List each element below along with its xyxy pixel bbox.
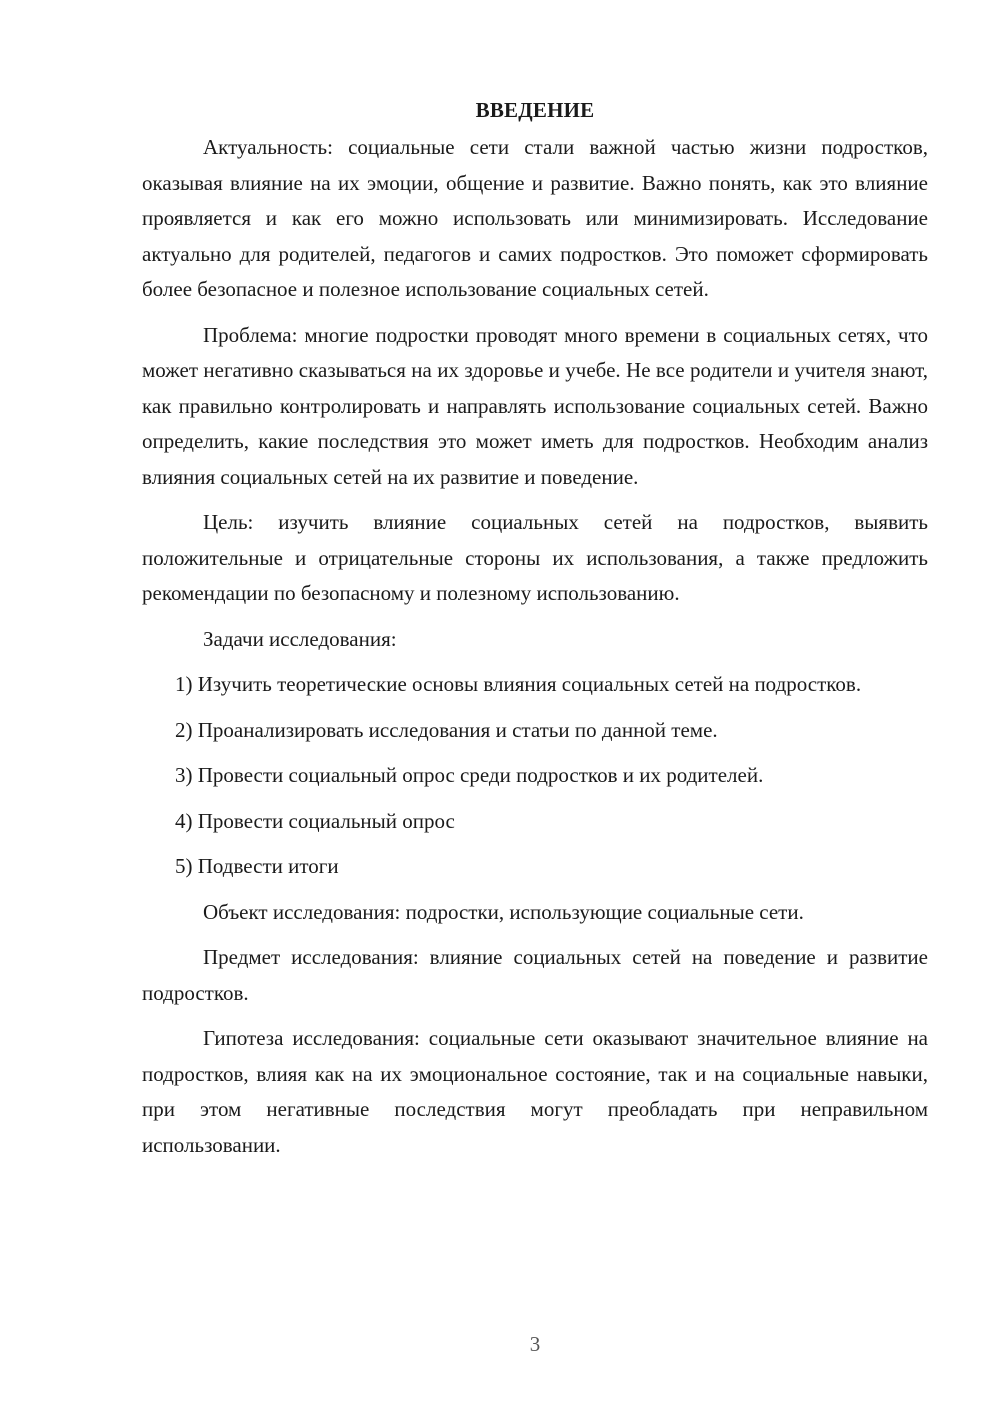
paragraph-relevance: Актуальность: социальные сети стали важной частью жизни подростков, оказывая влияние на их эмоции, общение и развитие. Важно понять, как это влияние проявляется и как его можно использовать или минимизировать. Исследование актуально для родителей, педагогов и самих подростков. Это поможет сформировать более безопасное и полезное использование социальных сетей.	[142, 135, 928, 301]
paragraph-hypothesis: Гипотеза исследования: социальные сети оказывают значительное влияние на подростков, влияя как на их эмоциональное состояние, так и на социальные навыки, при этом негативные последствия могут преобладать при неправильном использовании.	[142, 1026, 928, 1157]
task-item: 4) Провести социальный опрос	[175, 808, 455, 833]
paragraph-tasks-heading: Задачи исследования:	[203, 626, 397, 651]
paragraph-object: Объект исследования: подростки, использующие социальные сети.	[203, 899, 804, 924]
paragraph-subject: Предмет исследования: влияние социальных сетей на поведение и развитие подростков.	[142, 945, 928, 1005]
document-page	[142, 92, 928, 1173]
page-number: 3	[529, 1332, 541, 1356]
task-item: 2) Проанализировать исследования и статьи по данной теме.	[175, 717, 718, 742]
paragraph-goal: Цель: изучить влияние социальных сетей на подростков, выявить положительные и отрицательные стороны их использования, а также предложить рекомендации по безопасному и полезному использованию.	[142, 510, 928, 605]
task-item: 5) Подвести итоги	[175, 854, 339, 878]
task-item: 1) Изучить теоретические основы влияния социальных сетей на подростков.	[175, 672, 862, 696]
section-title: ВВЕДЕНИЕ	[475, 98, 595, 122]
task-item: 3) Провести социальный опрос среди подростков и их родителей.	[175, 763, 764, 787]
paragraph-problem: Проблема: многие подростки проводят много времени в социальных сетях, что может негативно сказываться на их здоровье и учебе. Не все родители и учителя знают, как правильно контролировать и направлять использование социальных сетей. Важно определить, какие последствия это может иметь для подростков. Необходим анализ влияния социальных сетей на их развитие и поведение.	[142, 322, 928, 489]
